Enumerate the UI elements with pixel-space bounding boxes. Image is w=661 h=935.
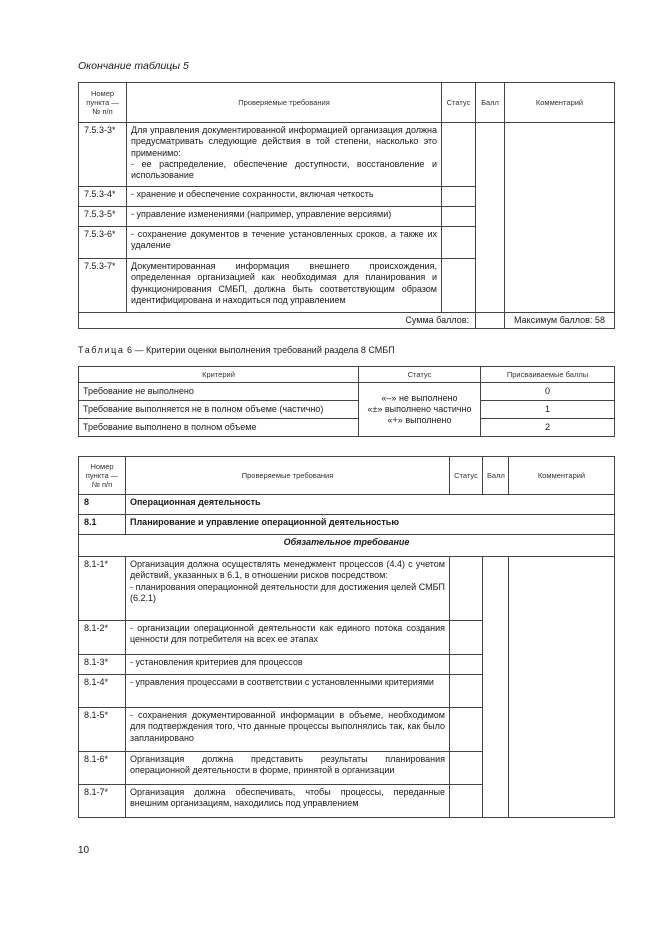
header-num: Номер пункта — № п/п	[79, 83, 127, 123]
status-cell	[450, 557, 483, 621]
table-header-row	[79, 367, 615, 383]
row-requirement: Организация должна обеспечивать, чтобы процессы, переданные внешним организациям, находились под управлением	[126, 785, 450, 818]
status-cell	[442, 123, 476, 187]
header-status: Статус	[359, 367, 481, 383]
header-num: Номер пункта — № п/п	[79, 457, 126, 495]
subsection-number: 8.1	[79, 515, 126, 535]
criteria-row	[79, 383, 615, 401]
status-cell	[450, 655, 483, 675]
max-score: Максимум баллов: 58	[505, 313, 615, 329]
header-score: Балл	[483, 457, 509, 495]
status-cell	[450, 785, 483, 818]
header-criterion: Критерий	[79, 367, 359, 383]
header-points: Присваиваемые баллы	[481, 367, 615, 383]
row-requirement: - установления критериев для процессов	[126, 655, 450, 675]
table-5	[78, 82, 615, 329]
row-number: 8.1-3*	[79, 655, 126, 675]
sum-label: Сумма баллов:	[79, 313, 476, 329]
page-number: 10	[78, 845, 90, 856]
row-number: 8.1-4*	[79, 675, 126, 708]
points: 1	[481, 401, 615, 419]
row-requirement: Организация должна представить результаты планирования операционной деятельности в форме, принятой в организации	[126, 752, 450, 785]
status-cell	[450, 752, 483, 785]
row-number: 7.5.3-5*	[79, 207, 127, 227]
row-requirement: Для управления документированной информацией организация должна предусматривать следующие действия в той степени, насколько это применимо: - ее распределение, обеспечение доступности, восстановление и использование	[127, 123, 442, 187]
subsection-row	[79, 515, 615, 535]
table-row	[79, 557, 615, 621]
status-cell	[450, 708, 483, 752]
row-number: 7.5.3-3*	[79, 123, 127, 187]
row-requirement: - управление изменениями (например, управление версиями)	[127, 207, 442, 227]
row-requirement: Организация должна осуществлять менеджмент процессов (4.4) с учетом действий, указанных в 6.1, в отношении рисков посредством: - планирования операционной деятельности для достижения целей СМБП (6.2.1)	[126, 557, 450, 621]
points: 2	[481, 419, 615, 437]
caption-text: — Критерии оценки выполнения требований раздела 8 СМБП	[134, 345, 395, 355]
header-requirements: Проверяемые требования	[127, 83, 442, 123]
row-number: 8.1-6*	[79, 752, 126, 785]
table-header-row	[79, 457, 615, 495]
row-requirement: Документированная информация внешнего происхождения, определенная организацией как необходимая для планирования и функционирования СМБП, должна быть соответствующим образом идентифицирована и находиться под управлением	[127, 259, 442, 313]
sum-row	[79, 313, 615, 329]
row-number: 8.1-2*	[79, 621, 126, 655]
section-title: Операционная деятельность	[126, 495, 615, 515]
header-score: Балл	[476, 83, 505, 123]
comment-cell	[505, 123, 615, 313]
row-number: 7.5.3-4*	[79, 187, 127, 207]
row-number: 8.1-5*	[79, 708, 126, 752]
table-6-criteria	[78, 366, 615, 437]
comment-cell	[509, 557, 615, 818]
row-requirement: - сохранение документов в течение установленных сроков, а также их удаление	[127, 227, 442, 259]
criteria-row	[79, 419, 615, 437]
header-comment: Комментарий	[505, 83, 615, 123]
score-cell	[476, 123, 505, 313]
header-requirements: Проверяемые требования	[126, 457, 450, 495]
criterion: Требование выполняется не в полном объеме (частично)	[79, 401, 359, 419]
mandatory-row	[79, 535, 615, 557]
criterion: Требование выполнено в полном объеме	[79, 419, 359, 437]
header-comment: Комментарий	[509, 457, 615, 495]
status-cell	[442, 187, 476, 207]
mandatory-requirement-label: Обязательное требование	[79, 535, 615, 557]
table-6-caption	[78, 345, 395, 355]
table-header-row	[79, 83, 615, 123]
caption-number: 6	[127, 345, 133, 355]
row-requirement: - организации операционной деятельности как единого потока создания ценности для потребителя на всех ее этапах	[126, 621, 450, 655]
caption-prefix: Таблица	[78, 345, 125, 355]
header-status: Статус	[450, 457, 483, 495]
points: 0	[481, 383, 615, 401]
table-6-requirements	[78, 456, 615, 818]
header-status: Статус	[442, 83, 476, 123]
row-requirement: - сохранения документированной информации в объеме, необходимом для подтверждения того, что данные процессы выполнялись так, как было запланировано	[126, 708, 450, 752]
section-number: 8	[79, 495, 126, 515]
row-number: 8.1-1*	[79, 557, 126, 621]
row-requirement: - управления процессами в соответствии с установленными критериями	[126, 675, 450, 708]
criteria-row	[79, 401, 615, 419]
table-row	[79, 123, 615, 187]
continuation-title: Окончание таблицы 5	[78, 60, 189, 72]
status-cell	[442, 207, 476, 227]
score-cell	[483, 557, 509, 818]
row-number: 8.1-7*	[79, 785, 126, 818]
row-number: 7.5.3-6*	[79, 227, 127, 259]
row-number: 7.5.3-7*	[79, 259, 127, 313]
sum-value-cell	[476, 313, 505, 329]
status-cell	[442, 259, 476, 313]
status-cell	[450, 675, 483, 708]
status-legend: «–» не выполнено «±» выполнено частично «+» выполнено	[359, 383, 481, 437]
row-requirement: - хранение и обеспечение сохранности, включая четкость	[127, 187, 442, 207]
criterion: Требование не выполнено	[79, 383, 359, 401]
section-row	[79, 495, 615, 515]
subsection-title: Планирование и управление операционной деятельностью	[126, 515, 615, 535]
status-cell	[442, 227, 476, 259]
status-cell	[450, 621, 483, 655]
